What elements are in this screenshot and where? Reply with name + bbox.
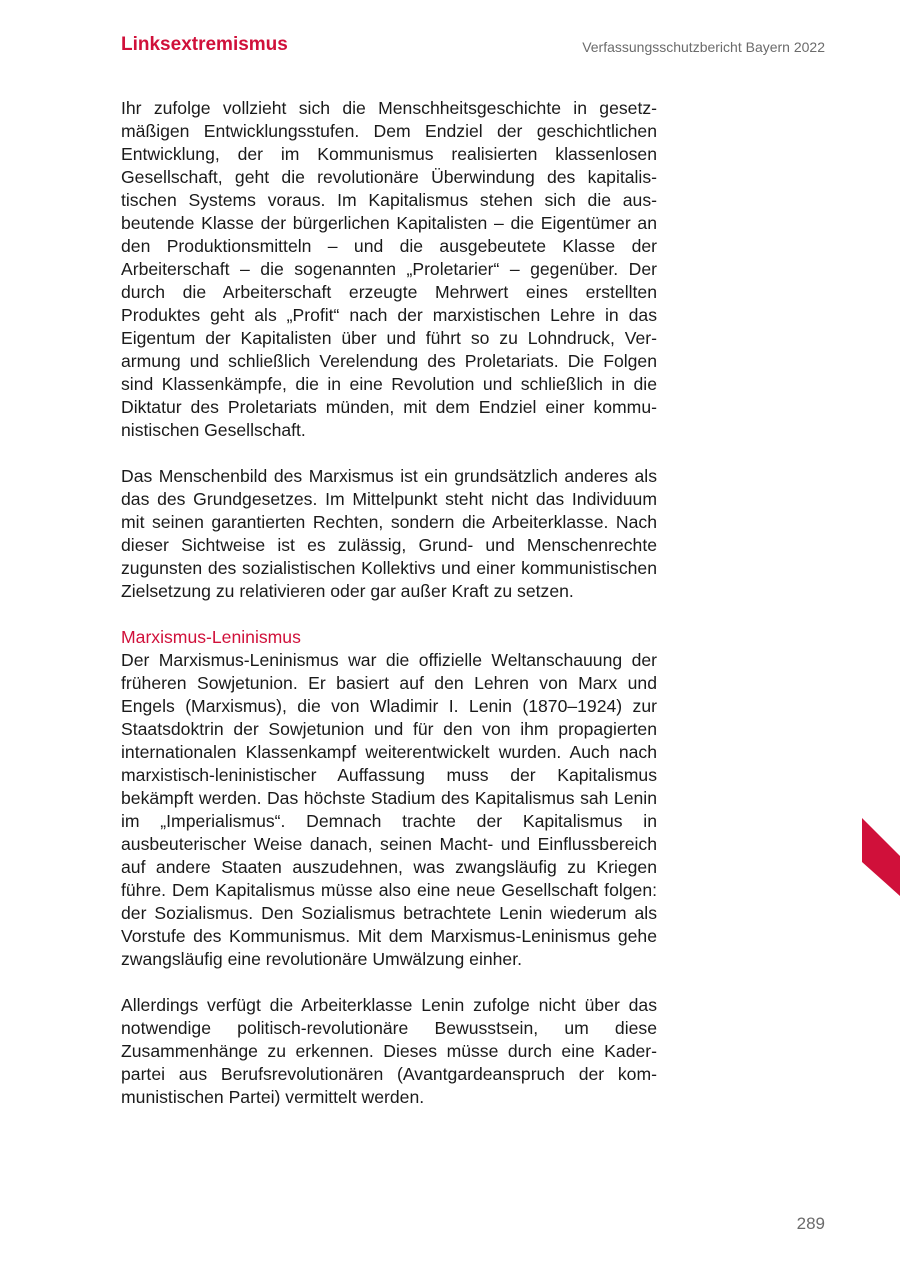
body-paragraph-2: Das Menschenbild des Marxismus ist ein grundsätzlich anderes als das des Grundgesetzes. Im Mittelpunkt steht nicht das Individuum mit seinen garantierten Rechten, sondern die Arbeiterklasse. Nach dieser Sichtweise ist es zulässig, Grund- und Menschenrechte zugunsten des sozialistischen Kollektivs und einer kommunistischen Zielsetzung zu relativieren oder gar außer Kraft zu setzen. bbox=[121, 466, 657, 601]
main-content bbox=[121, 97, 657, 1109]
page-number: 289 bbox=[796, 1214, 825, 1233]
body-paragraph-1: Ihr zufolge vollzieht sich die Menschheitsgeschichte in gesetzmäßigen Entwicklungsstufen. Dem Endziel der geschichtlichen Entwicklung, der im Kommunismus realisierten klassenlosen Gesellschaft, geht die revolutionäre Überwindung des kapitalistischen Systems voraus. Im Kapitalismus stehen sich die ausbeutende Klasse der bürgerlichen Kapitalisten – die Eigentümer an den Produktionsmitteln – und die ausgebeutete Klasse der Arbeiterschaft – die sogenannten „Proletarier“ – gegenüber. Der durch die Arbeiterschaft erzeugte Mehrwert eines erstellten Produktes geht als „Profit“ nach der marxistischen Lehre in das Eigentum der Kapitalisten über und führt so zu Lohndruck, Verarmung und schließlich Verelendung des Proletariats. Die Folgen sind Klassenkämpfe, die in eine Revolution und schließlich in die Diktatur des Proletariats münden, mit dem Endziel einer kommunistischen Gesellschaft. bbox=[121, 98, 657, 440]
chapter-tab-shape bbox=[862, 818, 900, 896]
chapter-tab-marker bbox=[862, 818, 900, 896]
body-paragraph-4: Allerdings verfügt die Arbeiterklasse Lenin zufolge nicht über das notwendige politisch-revolutionäre Bewusstsein, um diese Zusammenhänge zu erkennen. Dieses müsse durch eine Kaderpartei aus Berufsrevolutionären (Avantgardeanspruch der kommunistischen Partei) vermittelt werden. bbox=[121, 995, 657, 1107]
body-paragraph-3: Der Marxismus-Leninismus war die offizielle Weltanschauung der früheren Sowjetunion. Er basiert auf den Lehren von Marx und Engels (Marxismus), die von Wladimir I. Lenin (1870–1924) zur Staatsdoktrin der Sowjetunion und für den von ihm propagierten internationalen Klassenkampf weiterentwickelt wurden. Auch nach marxistisch-leninistischer Auffassung muss der Kapitalismus bekämpft werden. Das höchste Stadium des Kapitalismus sah Lenin im „Imperialismus“. Demnach trachte der Kapitalismus in ausbeuterischer Weise danach, seinen Macht- und Einflussbereich auf andere Staaten auszudehnen, was zwangsläufig zu Kriegen führe. Dem Kapitalismus müsse also eine neue Gesellschaft folgen: der Sozialismus. Den Sozialismus betrachtete Lenin wiederum als Vorstufe des Kommunismus. Mit dem Marxismus-Leninismus gehe zwangsläufig eine revolutionäre Umwälzung einher. bbox=[121, 650, 657, 969]
section-label: Linksextremismus bbox=[121, 34, 288, 55]
subheading-marxismus-leninismus: Marxismus-Leninismus bbox=[121, 627, 301, 647]
report-title: Verfassungsschutzbericht Bayern 2022 bbox=[582, 39, 825, 55]
